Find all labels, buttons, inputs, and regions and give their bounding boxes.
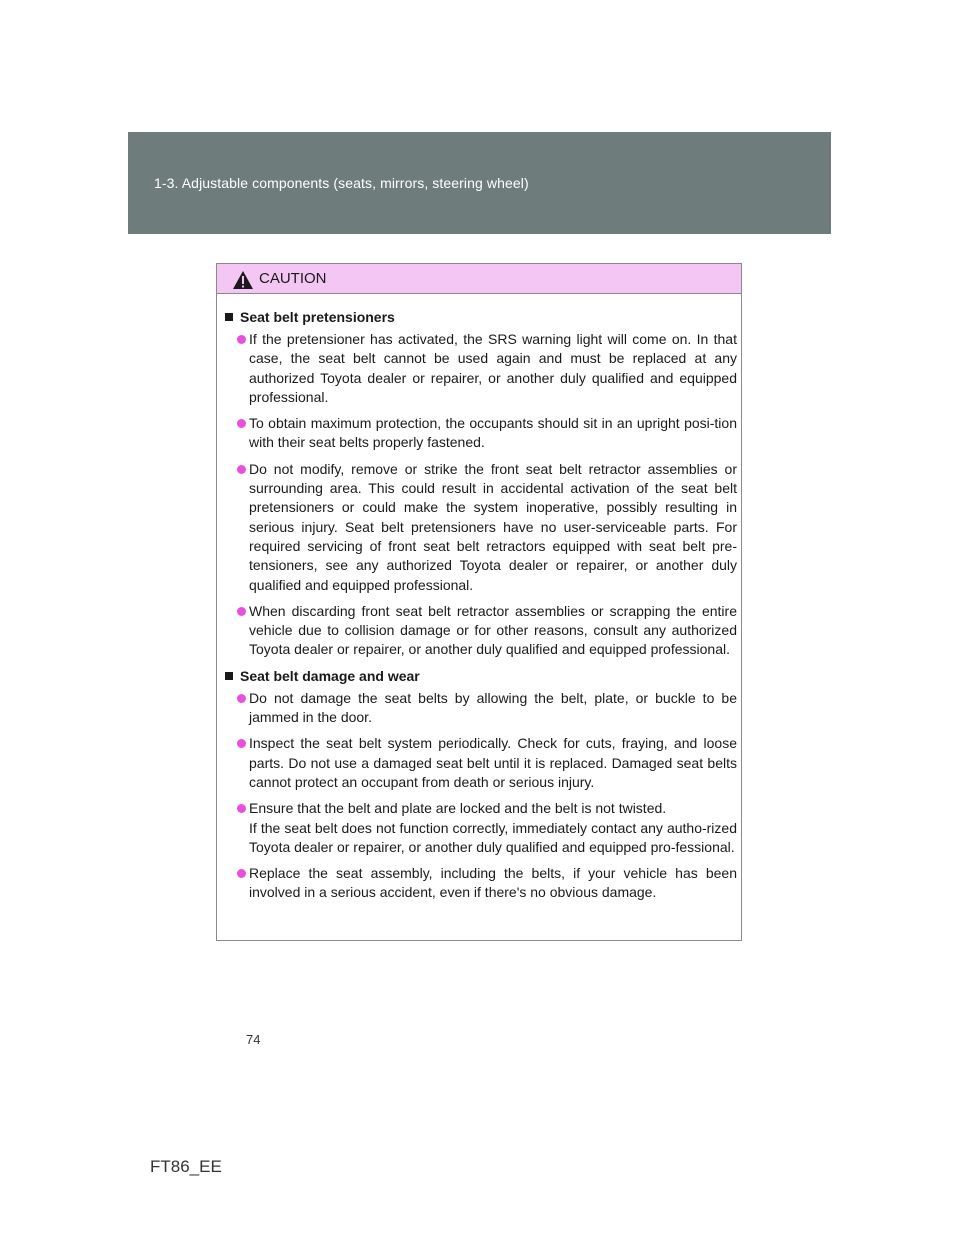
bullet-continuation-text: If the seat belt does not function correctly, immediately contact any autho-rized Toyota dealer or repairer, or another duly qualified and equipped pro-fessional. <box>249 819 737 855</box>
bullet-dot-icon <box>237 335 246 344</box>
bullet-text: Replace the seat assembly, including the belts, if your vehicle has been involved in a serious accident, even if there's no obvious damage. <box>249 865 737 901</box>
bullet-dot-icon <box>237 419 246 428</box>
bullet-item <box>223 460 737 595</box>
warning-triangle-icon <box>232 270 254 290</box>
bullet-text: Inspect the seat belt system periodically. Check for cuts, fraying, and loose parts. Do not use a damaged seat belt until it is replaced. Damaged seat belts cannot protect an occupant from death or serious injury. <box>249 735 737 790</box>
document-code: FT86_EE <box>150 1157 222 1176</box>
bullet-text: When discarding front seat belt retractor assemblies or scrapping the entire vehicle due to collision damage or for other reasons, consult any authorized Toyota dealer or repairer, or another duly qualified and equipped professional. <box>249 602 737 658</box>
bullet-item <box>223 330 737 407</box>
bullet-text: Do not damage the seat belts by allowing the belt, plate, or buckle to be jammed in the door. <box>249 689 737 726</box>
section-title-text: Seat belt pretensioners <box>240 309 395 325</box>
section-title <box>223 308 737 327</box>
section-header-title: 1-3. Adjustable components (seats, mirrors, steering wheel) <box>154 175 529 191</box>
caution-box <box>216 263 742 941</box>
bullet-item <box>223 864 737 903</box>
section-title-text: Seat belt damage and wear <box>240 667 420 684</box>
header-band <box>128 132 831 234</box>
square-bullet-icon <box>225 672 233 680</box>
caution-header <box>217 264 741 294</box>
bullet-text: To obtain maximum protection, the occupants should sit in an upright posi-tion with their seat belts properly fastened. <box>249 415 737 451</box>
bullet-item <box>223 689 737 728</box>
bullet-dot-icon <box>237 869 246 878</box>
caution-body <box>217 294 741 903</box>
bullet-dot-icon <box>237 465 246 474</box>
bullet-dot-icon <box>237 607 246 616</box>
bullet-dot-icon <box>237 804 246 813</box>
bullet-item <box>223 414 737 453</box>
bullet-text: If the pretensioner has activated, the SRS warning light will come on. In that case, the seat belt cannot be used again and must be replaced at any authorized Toyota dealer or repairer, or another duly qualified and equipped professional. <box>249 331 737 405</box>
page-number: 74 <box>246 1032 261 1047</box>
section-title <box>223 667 737 686</box>
bullet-item <box>223 799 737 857</box>
caution-label: CAUTION <box>259 270 327 287</box>
bullet-text: Do not modify, remove or strike the front seat belt retractor assemblies or surrounding area. This could result in accidental activation of the seat belt pretensioners or could make the system inoperative, possibly resulting in serious injury. Seat belt pretensioners have no user-serviceable parts. For required servicing of front seat belt retractors equipped with seat belt pre-tensioners, see any authorized Toyota dealer or repairer, or another duly qualified and equipped professional. <box>249 460 737 593</box>
bullet-dot-icon <box>237 739 246 748</box>
square-bullet-icon <box>225 313 233 321</box>
bullet-dot-icon <box>237 694 246 703</box>
bullet-item <box>223 734 737 792</box>
bullet-item <box>223 602 737 660</box>
bullet-text: Ensure that the belt and plate are locked and the belt is not twisted. <box>249 800 667 817</box>
